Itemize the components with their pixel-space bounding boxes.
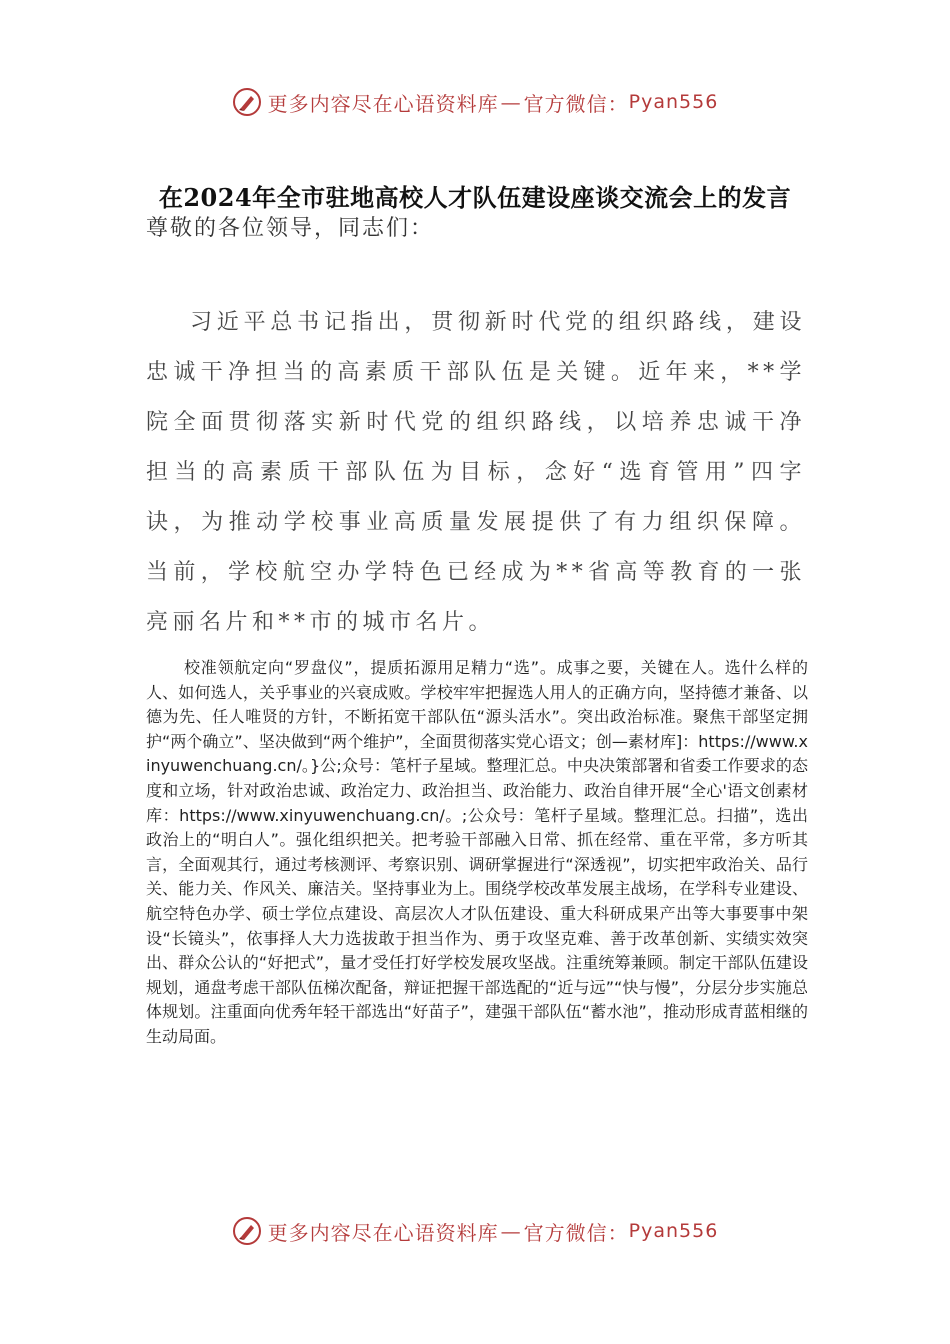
banner-brand: Pyan556 bbox=[628, 1220, 719, 1242]
header-banner bbox=[0, 82, 950, 122]
body-paragraph: 校准领航定向“罗盘仪”，提质拓源用足精力“选”。成事之要，关键在人。选什么样的人、如何选人，关乎事业的兴衰成败。学校牢牢把握选人用人的正确方向，坚持德才兼备、以德为先、任人唯贤的方针，不断拓宽干部队伍“源头活水”。突出政治标准。聚焦干部坚定拥护“两个确立”、坚决做到“两个维护”，全面贯彻落实党心语文；创—素材库]：https://www.xinyuwenchuang.cn/。}公;众号：笔杆子星域。整理汇总。中央决策部署和省委工作要求的态度和立场，针对政治忠诚、政治定力、政治担当、政治能力、政治自律开展“全心'语文创素材库：https://www.xinyuwenchuang.cn/。;公众号：笔杆子星域。整理汇总。扫描”，选出政治上的“明白人”。强化组织把关。把考验干部融入日常、抓在经常、重在平常，多方听其言，全面观其行，通过考核测评、考察识别、调研掌握进行“深透视”，切实把牢政治关、品行关、能力关、作风关、廉洁关。坚持事业为上。围绕学校改革发展主战场，在学科专业建设、航空特色办学、硕士学位点建设、高层次人才队伍建设、重大科研成果产出等大事要事中架设“长镜头”，依事择人大力选拔敢于担当作为、勇于攻坚克难、善于改革创新、实绩实效突出、群众公认的“好把式”，量才受任打好学校发展攻坚战。注重统筹兼顾。制定干部队伍建设规划，通盘考虑干部队伍梯次配备，辩证把握干部选配的“近与远”“快与慢”，分层分步实施总体规划。注重面向优秀年轻干部选出“好苗子”，建强干部队伍“蓄水池”，推动形成青蓝相继的生动局面。 bbox=[146, 658, 808, 1046]
salutation: 尊敬的各位领导，同志们： bbox=[146, 216, 435, 241]
banner-label: 官方微信： bbox=[523, 1220, 629, 1245]
banner-text: 更多内容尽在心语资料库 bbox=[267, 91, 499, 116]
lead-paragraph: 习近平总书记指出，贯彻新时代党的组织路线，建设忠诚干净担当的高素质干部队伍是关键。近年来，**学院全面贯彻落实新时代党的组织路线，以培养忠诚干净担当的高素质干部队伍为目标，念好“选育管用”四字诀，为推动学校事业高质量发展提供了有力组织保障。当前，学校航空办学特色已经成为**省高等教育的一张亮丽名片和**市的城市名片。 bbox=[146, 310, 806, 635]
pen-nib-icon bbox=[232, 87, 262, 117]
banner-brand: Pyan556 bbox=[628, 91, 719, 113]
footer-banner bbox=[0, 1211, 950, 1251]
banner-separator: — bbox=[500, 90, 522, 114]
banner-separator: — bbox=[500, 1219, 522, 1243]
document-title: 在2024年全市驻地高校人才队伍建设座谈交流会上的发言 bbox=[158, 183, 792, 212]
pen-nib-icon bbox=[232, 1216, 262, 1246]
banner-text: 更多内容尽在心语资料库 bbox=[267, 1220, 499, 1245]
banner-label: 官方微信： bbox=[523, 91, 629, 116]
